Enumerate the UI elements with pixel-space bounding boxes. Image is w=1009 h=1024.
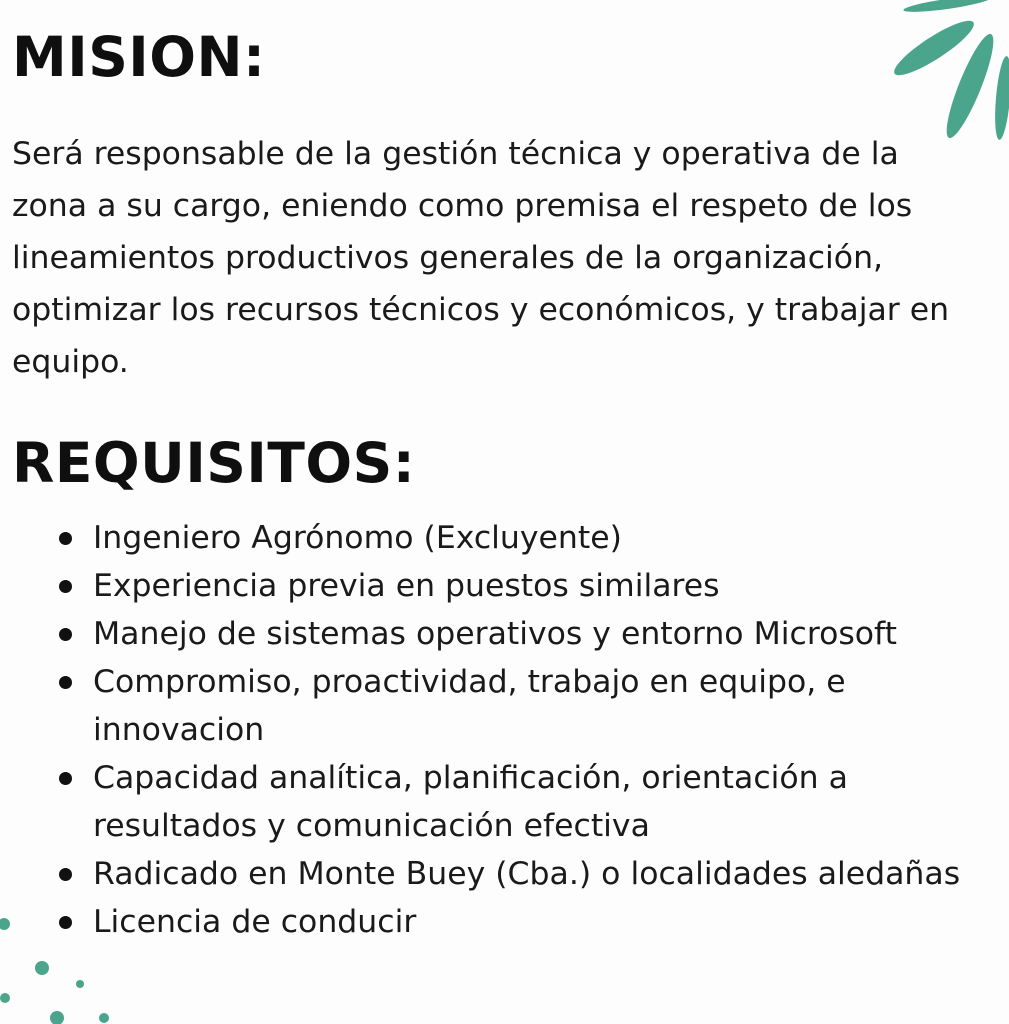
mission-heading: MISION: [12, 25, 266, 89]
requirements-heading: REQUISITOS: [12, 431, 416, 495]
list-item-label: Manejo de sistemas operativos y entorno Microsoft [93, 616, 897, 652]
list-item-label: Capacidad analítica, planificación, orientación a resultados y comunicación efectiva [93, 760, 848, 844]
list-item-label: Radicado en Monte Buey (Cba.) o localidades aledañas [93, 856, 961, 892]
list-item-label: Ingeniero Agrónomo (Excluyente) [93, 520, 622, 556]
list-item-label: Experiencia previa en puestos similares [93, 568, 720, 604]
bullet-icon [59, 580, 72, 593]
bullet-icon [59, 772, 72, 785]
list-item [93, 754, 993, 850]
bullet-icon [59, 628, 72, 641]
bullet-icon [59, 916, 72, 929]
bullet-icon [59, 676, 72, 689]
list-item [93, 562, 993, 610]
list-item [93, 514, 993, 562]
list-item [93, 898, 993, 946]
mission-description: Será responsable de la gestión técnica y operativa de la zona a su cargo, eniendo como premisa el respeto de los lineamientos productivos generales de la organización, optimizar los recursos técnicos y económicos, y trabajar en equipo. [12, 136, 950, 380]
main-content [12, 24, 987, 946]
bullet-icon [59, 868, 72, 881]
list-item [93, 658, 993, 754]
list-item [93, 610, 993, 658]
list-item-label: Licencia de conducir [93, 904, 417, 940]
list-item-label: Compromiso, proactividad, trabajo en equipo, e innovacion [93, 664, 846, 748]
list-item [93, 850, 993, 898]
requirements-list [12, 514, 993, 946]
bullet-icon [59, 532, 72, 545]
